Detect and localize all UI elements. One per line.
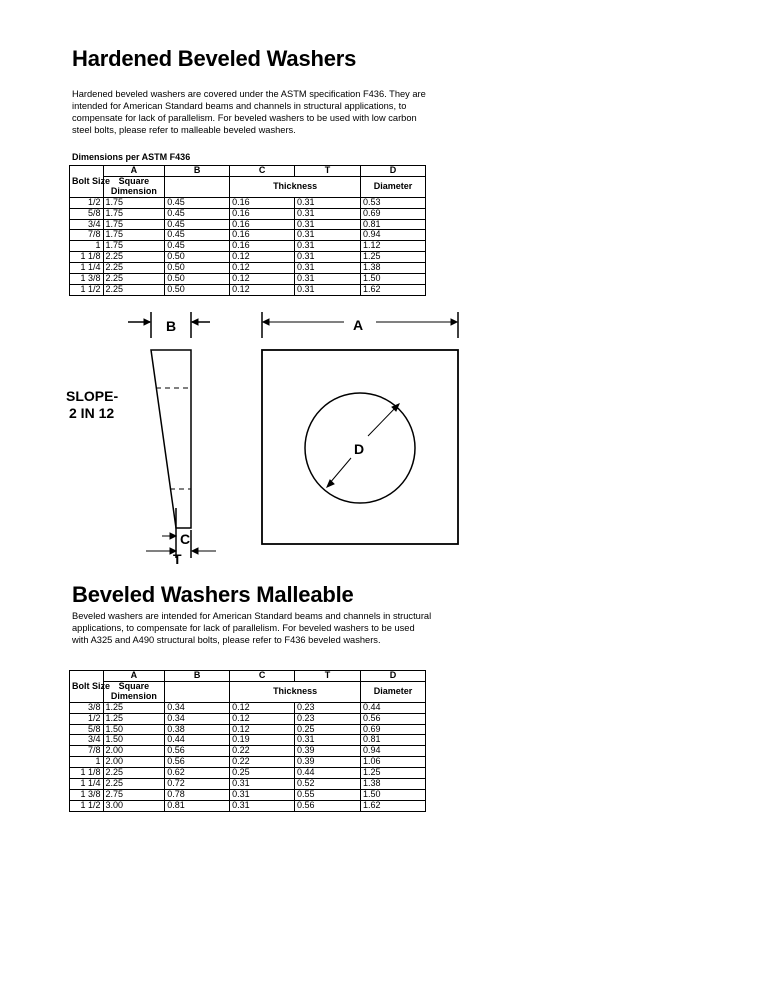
c-thickness-cell: 0.16 — [230, 197, 295, 208]
bolt-size-cell: 1 1/4 — [70, 263, 104, 274]
bolt-size-cell: 1 1/8 — [70, 768, 104, 779]
bolt-size-cell: 1 1/8 — [70, 252, 104, 263]
b-cell: 0.44 — [165, 735, 230, 746]
b-cell: 0.38 — [165, 724, 230, 735]
b-cell: 0.45 — [165, 208, 230, 219]
diameter-cell: 0.81 — [361, 219, 426, 230]
diameter-cell: 0.44 — [361, 702, 426, 713]
table1-caption: Dimensions per ASTM F436 — [72, 152, 191, 162]
square-dimension-cell: 2.25 — [103, 263, 165, 274]
b-cell: 0.45 — [165, 219, 230, 230]
c-thickness-cell: 0.12 — [230, 274, 295, 285]
bolt-size-cell: 1/2 — [70, 713, 104, 724]
bolt-size-cell: 3/8 — [70, 702, 104, 713]
table-row — [70, 746, 426, 757]
t-thickness-cell: 0.56 — [295, 800, 361, 811]
diameter-cell: 1.38 — [361, 263, 426, 274]
c-thickness-cell: 0.12 — [230, 284, 295, 295]
t-thickness-cell: 0.31 — [295, 241, 361, 252]
section2-paragraph: Beveled washers are intended for American Standard beams and channels in structural applications, to compensate for lack of parallelism. For beveled washers to be used with A325 and A490 structural bolts, please refer to F436 beveled washers. — [72, 611, 432, 645]
t-thickness-cell: 0.31 — [295, 197, 361, 208]
header-col-b: B — [165, 166, 230, 177]
t-thickness-cell: 0.31 — [295, 230, 361, 241]
t-thickness-cell: 0.31 — [295, 735, 361, 746]
t-thickness-cell: 0.39 — [295, 746, 361, 757]
c-thickness-cell: 0.31 — [230, 800, 295, 811]
bolt-size-cell: 1 1/4 — [70, 779, 104, 790]
header-col-b: B — [165, 671, 230, 682]
t-thickness-cell: 0.31 — [295, 208, 361, 219]
diameter-cell: 1.62 — [361, 284, 426, 295]
diameter-cell: 1.50 — [361, 274, 426, 285]
bolt-size-cell: 5/8 — [70, 208, 104, 219]
square-dimension-cell: 2.25 — [103, 274, 165, 285]
table-row — [70, 197, 426, 208]
diameter-cell: 0.56 — [361, 713, 426, 724]
square-dimension-cell: 2.25 — [103, 779, 165, 790]
diameter-cell: 1.50 — [361, 789, 426, 800]
bolt-size-cell: 3/4 — [70, 735, 104, 746]
square-dimension-cell: 2.25 — [103, 284, 165, 295]
bolt-size-cell: 1 3/8 — [70, 789, 104, 800]
diameter-cell: 1.25 — [361, 768, 426, 779]
b-cell: 0.34 — [165, 702, 230, 713]
header-col-t: T — [295, 166, 361, 177]
c-thickness-cell: 0.12 — [230, 724, 295, 735]
t-thickness-cell: 0.31 — [295, 219, 361, 230]
c-thickness-cell: 0.22 — [230, 757, 295, 768]
square-dimension-cell: 2.25 — [103, 768, 165, 779]
header-dimension: Dimension — [103, 187, 165, 197]
label-b: B — [166, 318, 177, 334]
header-col-c: C — [230, 166, 295, 177]
section2-title: Beveled Washers Malleable — [72, 582, 354, 607]
diameter-cell: 1.12 — [361, 241, 426, 252]
table-row — [70, 789, 426, 800]
header-bolt-size: Bolt Size — [70, 176, 104, 186]
b-cell: 0.56 — [165, 757, 230, 768]
section1-title: Hardened Beveled Washers — [72, 46, 357, 71]
b-cell: 0.72 — [165, 779, 230, 790]
malleable-dimensions-table — [69, 670, 426, 812]
t-thickness-cell: 0.39 — [295, 757, 361, 768]
square-dimension-cell: 1.25 — [103, 713, 165, 724]
t-thickness-cell: 0.52 — [295, 779, 361, 790]
square-dimension-cell: 1.50 — [103, 735, 165, 746]
b-cell: 0.50 — [165, 263, 230, 274]
table-row — [70, 252, 426, 263]
front-view — [262, 312, 458, 544]
header-col-a: A — [103, 166, 165, 177]
header-col-c: C — [230, 671, 295, 682]
square-dimension-cell: 1.75 — [103, 241, 165, 252]
bolt-size-cell: 1 — [70, 757, 104, 768]
bolt-size-cell: 1 1/2 — [70, 284, 104, 295]
c-thickness-cell: 0.12 — [230, 702, 295, 713]
header-diameter: Diameter — [361, 176, 426, 197]
bolt-size-cell: 1 3/8 — [70, 274, 104, 285]
header-thickness: Thickness — [230, 176, 361, 197]
bolt-size-cell: 1 1/2 — [70, 800, 104, 811]
header-bolt-size: Bolt Size — [70, 681, 104, 691]
b-cell: 0.50 — [165, 274, 230, 285]
table-row — [70, 713, 426, 724]
table-row — [70, 757, 426, 768]
b-cell: 0.50 — [165, 284, 230, 295]
square-dimension-cell: 2.75 — [103, 789, 165, 800]
square-dimension-cell: 1.75 — [103, 197, 165, 208]
header-blank — [70, 166, 104, 177]
c-thickness-cell: 0.22 — [230, 746, 295, 757]
side-view — [128, 312, 216, 558]
b-cell: 0.50 — [165, 252, 230, 263]
diameter-cell: 0.69 — [361, 724, 426, 735]
c-thickness-cell: 0.31 — [230, 779, 295, 790]
b-cell: 0.34 — [165, 713, 230, 724]
t-thickness-cell: 0.31 — [295, 284, 361, 295]
square-dimension-cell: 1.75 — [103, 230, 165, 241]
table-row — [70, 230, 426, 241]
square-dimension-cell: 2.25 — [103, 252, 165, 263]
c-thickness-cell: 0.12 — [230, 263, 295, 274]
header-blank — [70, 671, 104, 682]
square-dimension-cell: 3.00 — [103, 800, 165, 811]
header-dimension: Dimension — [103, 692, 165, 702]
header-col-d: D — [361, 671, 426, 682]
square-dimension-cell: 1.75 — [103, 219, 165, 230]
bolt-size-cell: 7/8 — [70, 746, 104, 757]
diameter-cell: 0.53 — [361, 197, 426, 208]
table-row — [70, 779, 426, 790]
slope-line1: SLOPE- — [66, 388, 119, 404]
table-row — [70, 274, 426, 285]
b-cell: 0.62 — [165, 768, 230, 779]
c-thickness-cell: 0.12 — [230, 252, 295, 263]
diameter-cell: 0.94 — [361, 230, 426, 241]
c-thickness-cell: 0.31 — [230, 789, 295, 800]
c-thickness-cell: 0.16 — [230, 230, 295, 241]
t-thickness-cell: 0.23 — [295, 713, 361, 724]
diameter-cell: 1.38 — [361, 779, 426, 790]
t-thickness-cell: 0.23 — [295, 702, 361, 713]
b-cell: 0.78 — [165, 789, 230, 800]
t-thickness-cell: 0.25 — [295, 724, 361, 735]
table-row — [70, 800, 426, 811]
t-thickness-cell: 0.31 — [295, 252, 361, 263]
slope-line2: 2 IN 12 — [69, 405, 115, 421]
diameter-cell: 1.06 — [361, 757, 426, 768]
beveled-washer-diagram — [66, 308, 466, 566]
square-dimension-cell: 1.25 — [103, 702, 165, 713]
bolt-size-cell: 3/4 — [70, 219, 104, 230]
header-square: Square — [103, 681, 165, 691]
table-row — [70, 284, 426, 295]
c-thickness-cell: 0.16 — [230, 208, 295, 219]
square-dimension-cell: 2.00 — [103, 746, 165, 757]
c-thickness-cell: 0.16 — [230, 219, 295, 230]
c-thickness-cell: 0.16 — [230, 241, 295, 252]
table-row — [70, 208, 426, 219]
header-square: Square — [103, 176, 165, 186]
table-row — [70, 263, 426, 274]
bolt-size-cell: 1/2 — [70, 197, 104, 208]
label-d: D — [354, 441, 365, 457]
label-t: T — [173, 551, 182, 567]
diameter-cell: 0.69 — [361, 208, 426, 219]
t-thickness-cell: 0.55 — [295, 789, 361, 800]
bolt-size-cell: 5/8 — [70, 724, 104, 735]
t-thickness-cell: 0.31 — [295, 274, 361, 285]
table-row — [70, 219, 426, 230]
header-diameter: Diameter — [361, 681, 426, 702]
square-dimension-cell: 1.50 — [103, 724, 165, 735]
table-row — [70, 768, 426, 779]
header-col-d: D — [361, 166, 426, 177]
t-thickness-cell: 0.31 — [295, 263, 361, 274]
diameter-cell: 1.62 — [361, 800, 426, 811]
b-cell: 0.81 — [165, 800, 230, 811]
c-thickness-cell: 0.25 — [230, 768, 295, 779]
section1-paragraph: Hardened beveled washers are covered under the ASTM specification F436. They are intended for American Standard beams and channels in structural applications, to compensate for lack of parallelism. For beveled washers to be used with low carbon steel bolts, please refer to malleable beveled washers. — [72, 89, 426, 135]
header-thickness: Thickness — [230, 681, 361, 702]
header-col-a: A — [103, 671, 165, 682]
bolt-size-cell: 1 — [70, 241, 104, 252]
b-cell: 0.45 — [165, 241, 230, 252]
square-dimension-cell: 1.75 — [103, 208, 165, 219]
t-thickness-cell: 0.44 — [295, 768, 361, 779]
c-thickness-cell: 0.19 — [230, 735, 295, 746]
b-cell: 0.56 — [165, 746, 230, 757]
c-thickness-cell: 0.12 — [230, 713, 295, 724]
diameter-cell: 1.25 — [361, 252, 426, 263]
label-c: C — [180, 531, 191, 547]
diameter-cell: 0.94 — [361, 746, 426, 757]
label-a: A — [353, 317, 364, 333]
header-col-t: T — [295, 671, 361, 682]
table-row — [70, 735, 426, 746]
table-row — [70, 724, 426, 735]
f436-dimensions-table — [69, 165, 426, 296]
diameter-cell: 0.81 — [361, 735, 426, 746]
table-row — [70, 241, 426, 252]
b-cell: 0.45 — [165, 197, 230, 208]
square-dimension-cell: 2.00 — [103, 757, 165, 768]
table-row — [70, 702, 426, 713]
b-cell: 0.45 — [165, 230, 230, 241]
bolt-size-cell: 7/8 — [70, 230, 104, 241]
